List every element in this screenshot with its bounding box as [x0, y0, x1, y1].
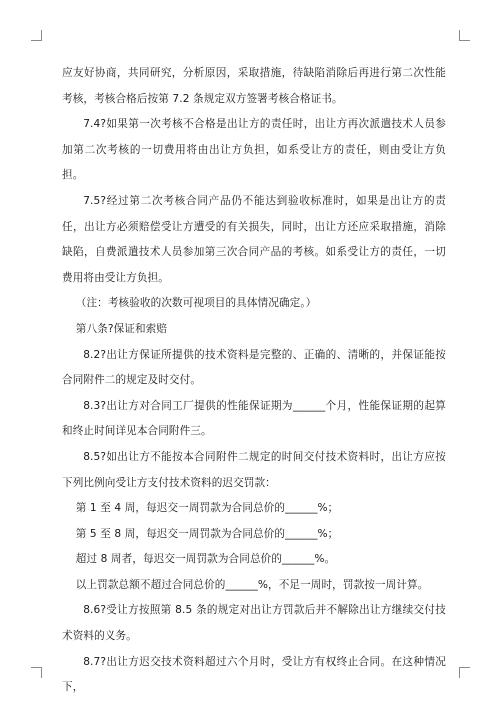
penalty-line-3: 超过 8 周者，每迟交一周罚款为合同总价的______%。: [75, 553, 336, 566]
paragraph-continuation: 应友好协商，共同研究，分析原因，采取措施，待缺陷消除后再进行第二次性能考核，考核合格后按第 7.2 条规定双方签署考核合格证书。: [62, 67, 446, 105]
document-body: [62, 61, 446, 701]
paragraph-7-5: 7.5?经过第二次考核合同产品仍不能达到验收标准时，如果是出让方的责任，出让方必须赔偿受让方遭受的有关损失，同时，出让方还应采取措施，消除缺陷，自费派遣技术人员参加第三次合同产品的考核。如系受让方的责任，一切费用将由受让方负担。: [62, 194, 446, 284]
paragraph-8-5: 8.5?如出让方不能按本合同附件二规定的时间交付技术资料时，出让方应按下列比例向受让方支付技术资料的迟交罚款：: [62, 450, 446, 489]
paragraph-7-4: 7.4?如果第一次考核不合格是出让方的责任时，出让方再次派遣技术人员参加第二次考核的一切费用将由出让方负担，如系受让方的责任，则由受让方负担。: [62, 118, 446, 182]
crop-mark-top-left: [31, 30, 42, 41]
penalty-line-2: 第 5 至 8 周，每迟交一周罚款为合同总价的______%；: [75, 527, 339, 540]
article-8-heading: 第八条?保证和索赔: [75, 322, 168, 335]
penalty-cap-line: 以上罚款总额不超过合同总价的______%，不足一周时，罚款按一周计算。: [75, 578, 429, 591]
paragraph-8-7: 8.7?出让方迟交技术资料超过六个月时，受让方有权终止合同。在这种情况下，: [62, 655, 446, 694]
penalty-line-1: 第 1 至 4 周，每迟交一周罚款为合同总价的______%；: [75, 502, 339, 515]
paragraph-8-2: 8.2?出让方保证所提供的技术资料是完整的、正确的、清晰的，并保证能按合同附件二的规定及时交付。: [62, 348, 446, 387]
crop-mark-bottom-left: [31, 667, 42, 678]
crop-mark-bottom-right: [459, 667, 470, 678]
paragraph-8-3: 8.3?出让方对合同工厂提供的性能保证期为______个月，性能保证期的起算和终止时间详见本合同附件三。: [62, 399, 446, 438]
note-paragraph: （注：考核验收的次数可视项目的具体情况确定。）: [75, 297, 317, 310]
paragraph-8-6: 8.6?受让方按照第 8.5 条的规定对出让方罚款后并不解除出让方继续交付技术资料的义务。: [62, 604, 446, 643]
crop-mark-top-right: [459, 30, 470, 41]
